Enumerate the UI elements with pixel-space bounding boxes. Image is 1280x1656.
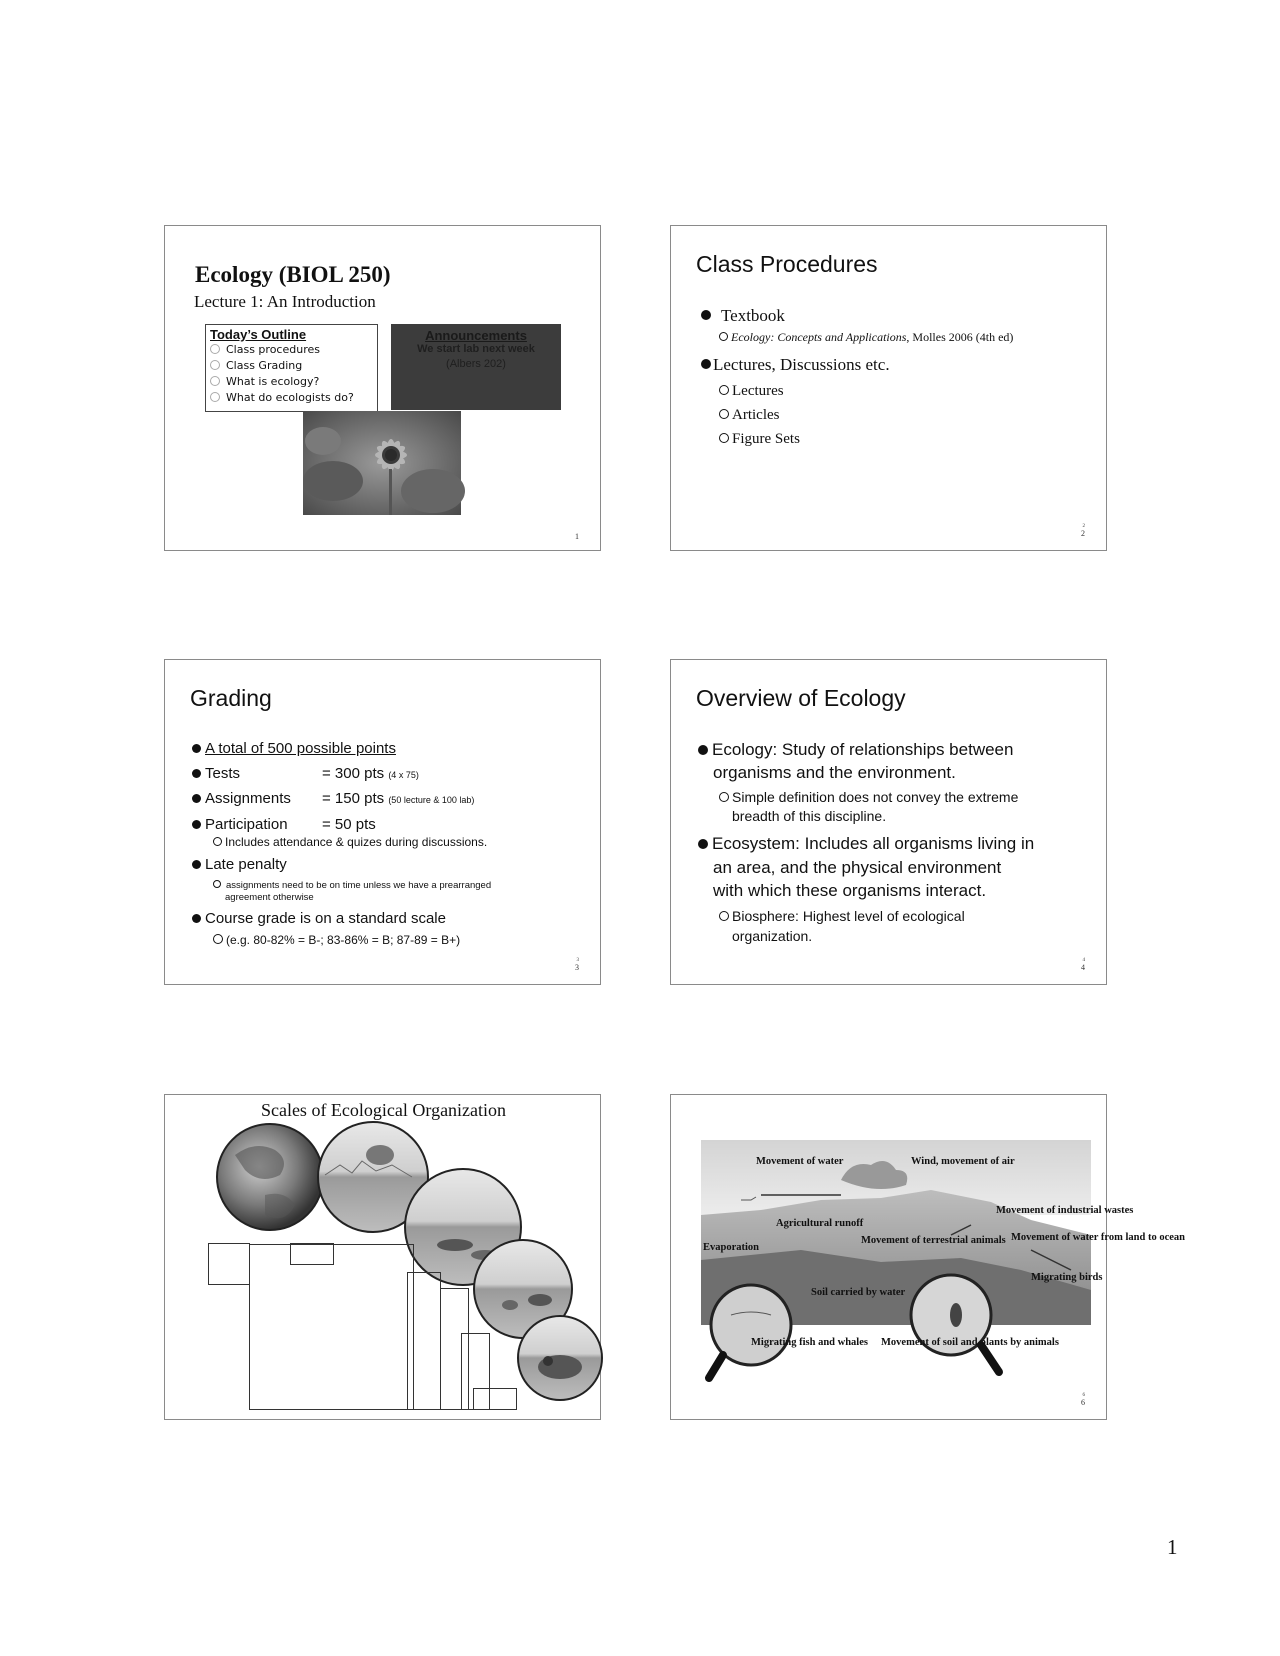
bullet-icon bbox=[210, 376, 220, 386]
label-soil: Soil carried by water bbox=[811, 1287, 906, 1298]
slide-1-title: Ecology (BIOL 250) bbox=[195, 262, 391, 287]
bullet-icon bbox=[192, 914, 201, 923]
slide-5-title: Scales of Ecological Organization bbox=[260, 1100, 507, 1120]
bullet-icon bbox=[719, 409, 729, 419]
bullet-icon bbox=[213, 934, 223, 944]
slide-number: 6 6 bbox=[1081, 1393, 1085, 1407]
bullet-icon bbox=[210, 360, 220, 370]
outline-item: What do ecologists do? bbox=[206, 390, 377, 406]
bullet-icon bbox=[719, 911, 729, 921]
bullet-icon bbox=[192, 744, 201, 753]
grading-list bbox=[192, 737, 474, 837]
bullet-icon bbox=[698, 839, 708, 849]
course-grade-example: (e.g. 80-82% = B-; 83-86% = B; 87-89 = B+) bbox=[213, 933, 460, 947]
slide-3 bbox=[164, 659, 601, 985]
label-wind: Wind, movement of air bbox=[911, 1156, 1015, 1167]
slide-number: 3 3 bbox=[575, 958, 579, 972]
diagram-box bbox=[473, 1388, 517, 1410]
bullet-icon bbox=[192, 769, 201, 778]
label-fish: Migrating fish and whales bbox=[751, 1337, 868, 1348]
textbook-citation: Ecology: Concepts and Applications, Molles 2006 (4th ed) bbox=[719, 330, 1013, 345]
announcements-heading: Announcements bbox=[425, 328, 527, 343]
bullet-icon bbox=[719, 332, 728, 341]
document-page-number: 1 bbox=[1167, 1535, 1178, 1559]
list-item: Participation = 50 pts bbox=[192, 813, 474, 838]
bullet-icon bbox=[192, 794, 201, 803]
bullet-icon bbox=[213, 837, 222, 846]
bullet-icon bbox=[701, 310, 711, 320]
list-item: Lectures bbox=[719, 379, 800, 403]
list-item: Figure Sets bbox=[719, 427, 800, 451]
label-birds: Migrating birds bbox=[1031, 1272, 1103, 1283]
outline-box bbox=[205, 324, 378, 412]
list-item: Articles bbox=[719, 403, 800, 427]
announcements-box bbox=[391, 324, 561, 410]
slide-number: 4 4 bbox=[1081, 958, 1085, 972]
slide-number: 2 2 bbox=[1081, 524, 1085, 538]
slide-6 bbox=[670, 1094, 1185, 1420]
list-item: A total of 500 possible points bbox=[192, 737, 474, 762]
participation-note: Includes attendance & quizes during discussions. bbox=[213, 835, 487, 849]
label-plants: Movement of soil and plants by animals bbox=[881, 1337, 1059, 1348]
bullet-icon bbox=[192, 820, 201, 829]
slide-2 bbox=[670, 225, 1107, 551]
bullet-icon bbox=[719, 385, 729, 395]
label-terrestrial: Movement of terrestrial animals bbox=[861, 1235, 1006, 1246]
list-item: Tests = 300 pts (4 x 75) bbox=[192, 762, 474, 788]
bullet-icon bbox=[213, 880, 221, 888]
diagram-box bbox=[407, 1272, 441, 1410]
biosphere-note: Biosphere: Highest level of ecological organization. bbox=[719, 906, 965, 946]
list-item: Assignments = 150 pts (50 lecture & 100 lab) bbox=[192, 787, 474, 813]
outline-item: Class procedures bbox=[206, 342, 377, 358]
sunflower-photo bbox=[303, 411, 461, 515]
bullet-icon bbox=[210, 392, 220, 402]
outline-item: Class Grading bbox=[206, 358, 377, 374]
diagram-box bbox=[208, 1243, 250, 1285]
bullet-icon bbox=[719, 433, 729, 443]
slide-1-subtitle: Lecture 1: An Introduction bbox=[194, 292, 376, 311]
label-evaporation: Evaporation bbox=[703, 1242, 760, 1253]
slide-5 bbox=[164, 1094, 601, 1420]
course-grade: Course grade is on a standard scale bbox=[192, 910, 446, 927]
slide-4-title: Overview of Ecology bbox=[696, 685, 906, 711]
bullet-lectures: Lectures, Discussions etc. bbox=[701, 353, 890, 376]
outline-item: What is ecology? bbox=[206, 374, 377, 390]
ecosystem-flow-diagram bbox=[701, 1140, 1185, 1385]
slide-1 bbox=[164, 225, 601, 551]
lectures-sublist bbox=[719, 379, 800, 451]
ecology-definition: Ecology: Study of relationships between organisms and the environment. bbox=[698, 738, 1013, 784]
ecology-definition-note: Simple definition does not convey the extreme breadth of this discipline. bbox=[719, 788, 1018, 826]
announcement-line: (Albers 202) bbox=[446, 358, 506, 370]
bullet-icon bbox=[701, 359, 711, 369]
bullet-icon bbox=[210, 344, 220, 354]
slide-4 bbox=[670, 659, 1107, 985]
label-ocean: Movement of water from land to ocean bbox=[1011, 1232, 1185, 1243]
ecosystem-definition: Ecosystem: Includes all organisms living in an area, and the physical environment with which these organisms interact. bbox=[698, 832, 1034, 903]
slide-3-title: Grading bbox=[190, 685, 272, 711]
outline-heading: Today’s Outline bbox=[210, 327, 307, 342]
label-movement-of-water: Movement of water bbox=[756, 1156, 844, 1167]
slide-number: 1 bbox=[575, 532, 579, 541]
label-industrial: Movement of industrial wastes bbox=[996, 1205, 1134, 1216]
bullet-textbook: Textbook bbox=[701, 304, 785, 327]
slide-2-title: Class Procedures bbox=[696, 251, 878, 277]
late-penalty: Late penalty bbox=[192, 856, 287, 873]
diagram-box bbox=[249, 1244, 414, 1410]
bullet-icon bbox=[719, 792, 729, 802]
late-note: assignments need to be on time unless we have a prearranged agreement otherwise bbox=[213, 880, 491, 904]
label-agri: Agricultural runoff bbox=[776, 1218, 864, 1229]
bullet-icon bbox=[192, 860, 201, 869]
bullet-icon bbox=[698, 745, 708, 755]
announcement-line: We start lab next week bbox=[417, 343, 535, 355]
